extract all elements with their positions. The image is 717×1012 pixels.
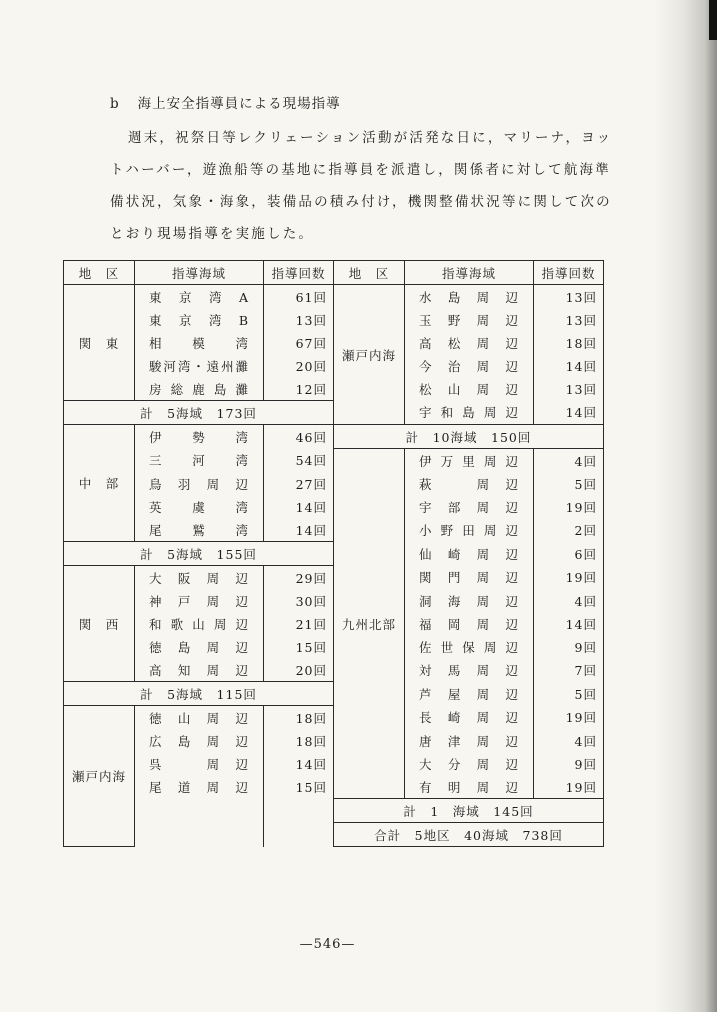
count-cell: 20回 [264,354,334,377]
count-cell: 5回 [534,472,604,495]
count-cell: 19回 [534,495,604,518]
count-cell: 19回 [534,566,604,590]
count-cell: 29回 [264,566,334,590]
count-cell: 5回 [534,682,604,706]
count-cell: 9回 [534,752,604,775]
count-cell: 67回 [264,331,334,354]
sea-name: 玉野周辺 [405,308,534,331]
page-number: —546— [299,937,356,952]
count-cell: 21回 [264,612,334,635]
table-header-row [64,261,604,285]
region-cell: 中 部 [64,425,135,542]
sea-name: 関門周辺 [405,566,534,590]
paragraph-line: 週末，祝祭日等レクリェーション活動が活発な日に，マリーナ，ヨッ [128,130,613,146]
sea-name: 仙崎周辺 [405,542,534,566]
section-marker: b [110,96,120,112]
table-row [64,823,604,847]
subtotal-row: 計 5海域 173回 [64,401,334,425]
sea-name: 高松周辺 [405,331,534,354]
subtotal-row: 計 1 海域 145回 [334,799,604,823]
sea-name: 今治周辺 [405,354,534,377]
count-cell: 19回 [534,706,604,730]
count-cell: 6回 [534,542,604,566]
header-sea: 指導海域 [135,261,264,285]
count-cell: 14回 [534,401,604,425]
region-cell: 瀬戸内海 [334,285,405,425]
sea-name: 三河湾 [135,449,264,473]
count-cell: 18回 [264,706,334,730]
count-cell: 9回 [534,635,604,658]
count-cell: 13回 [534,308,604,331]
count-cell: 12回 [264,377,334,401]
sea-name: 有明周辺 [405,775,534,799]
count-cell: 7回 [534,658,604,682]
sea-name: 尾鷲湾 [135,518,264,542]
sea-name: 高知周辺 [135,658,264,682]
count-cell: 13回 [534,377,604,401]
sea-name: 萩 周辺 [405,472,534,495]
count-cell: 14回 [534,612,604,635]
sea-name: 大阪周辺 [135,566,264,590]
subtotal-row: 計 5海域 115回 [64,682,334,706]
sea-name: 呉 周辺 [135,752,264,775]
count-cell: 30回 [264,589,334,612]
sea-name: 鳥羽周辺 [135,472,264,495]
sea-name: 英虞湾 [135,495,264,518]
sea-name: 東京湾B [135,308,264,331]
table-row [64,449,604,473]
count-cell: 15回 [264,635,334,658]
count-cell: 19回 [534,775,604,799]
sea-name: 福岡周辺 [405,612,534,635]
sea-name: 和歌山周辺 [135,612,264,635]
empty-cell [264,823,334,847]
region-cell: 九州北部 [334,449,405,799]
header-count: 指導回数 [534,261,604,285]
count-cell: 4回 [534,589,604,612]
sea-name: 長崎周辺 [405,706,534,730]
section-heading [110,92,341,112]
sea-name: 佐世保周辺 [405,635,534,658]
paragraph-line: とおり現場指導を実施した。 [110,226,315,242]
sea-name: 芦屋周辺 [405,682,534,706]
header-count: 指導回数 [264,261,334,285]
sea-name: 唐津周辺 [405,729,534,752]
header-sea: 指導海域 [405,261,534,285]
empty-cell [135,823,264,847]
count-cell: 14回 [534,354,604,377]
region-cell: 瀬戸内海 [64,706,135,847]
sea-name: 尾道周辺 [135,775,264,799]
sea-name: 房総鹿島灘 [135,377,264,401]
paragraph-line: トハーバー，遊漁船等の基地に指導員を派遣し，関係者に対して航海準 [110,162,611,178]
count-cell: 2回 [534,518,604,542]
sea-name: 東京湾A [135,285,264,309]
count-cell: 4回 [534,729,604,752]
page-edge-mark [709,0,717,40]
sea-name: 対馬周辺 [405,658,534,682]
header-region: 地 区 [334,261,405,285]
guidance-table [63,260,604,847]
header-region: 地 区 [64,261,135,285]
count-cell: 18回 [534,331,604,354]
count-cell: 13回 [534,285,604,309]
table-row [64,799,604,823]
count-cell: 54回 [264,449,334,473]
region-cell: 関 西 [64,566,135,682]
empty-cell [264,799,334,823]
count-cell: 46回 [264,425,334,449]
count-cell: 61回 [264,285,334,309]
count-cell: 13回 [264,308,334,331]
count-cell: 14回 [264,495,334,518]
count-cell: 20回 [264,658,334,682]
section-title: 海上安全指導員による現場指導 [137,96,341,112]
count-cell: 15回 [264,775,334,799]
sea-name: 松山周辺 [405,377,534,401]
sea-name: 駿河湾・遠州灘 [135,354,264,377]
region-cell: 関 東 [64,285,135,401]
sea-name: 宇部周辺 [405,495,534,518]
subtotal-row: 計 10海域 150回 [334,425,604,449]
sea-name: 徳島周辺 [135,635,264,658]
count-cell: 27回 [264,472,334,495]
count-cell: 18回 [264,729,334,752]
table-body [64,285,604,847]
empty-cell [135,799,264,823]
sea-name: 伊万里周辺 [405,449,534,473]
paragraph-line: 備状況，気象・海象，装備品の積み付け，機関整備状況等に関して次の [110,194,612,210]
count-cell: 4回 [534,449,604,473]
count-cell: 14回 [264,518,334,542]
table-row [64,425,604,449]
table-row [64,285,604,309]
sea-name: 水島周辺 [405,285,534,309]
sea-name: 相模湾 [135,331,264,354]
sea-name: 伊勢湾 [135,425,264,449]
count-cell: 14回 [264,752,334,775]
sea-name: 宇和島周辺 [405,401,534,425]
sea-name: 洞海周辺 [405,589,534,612]
sea-name: 小野田周辺 [405,518,534,542]
page-edge-shadow [655,0,717,1012]
sea-name: 広島周辺 [135,729,264,752]
grand-total-row: 合計 5地区 40海域 738回 [334,823,604,847]
sea-name: 徳山周辺 [135,706,264,730]
sea-name: 神戸周辺 [135,589,264,612]
subtotal-row: 計 5海域 155回 [64,542,334,566]
sea-name: 大分周辺 [405,752,534,775]
